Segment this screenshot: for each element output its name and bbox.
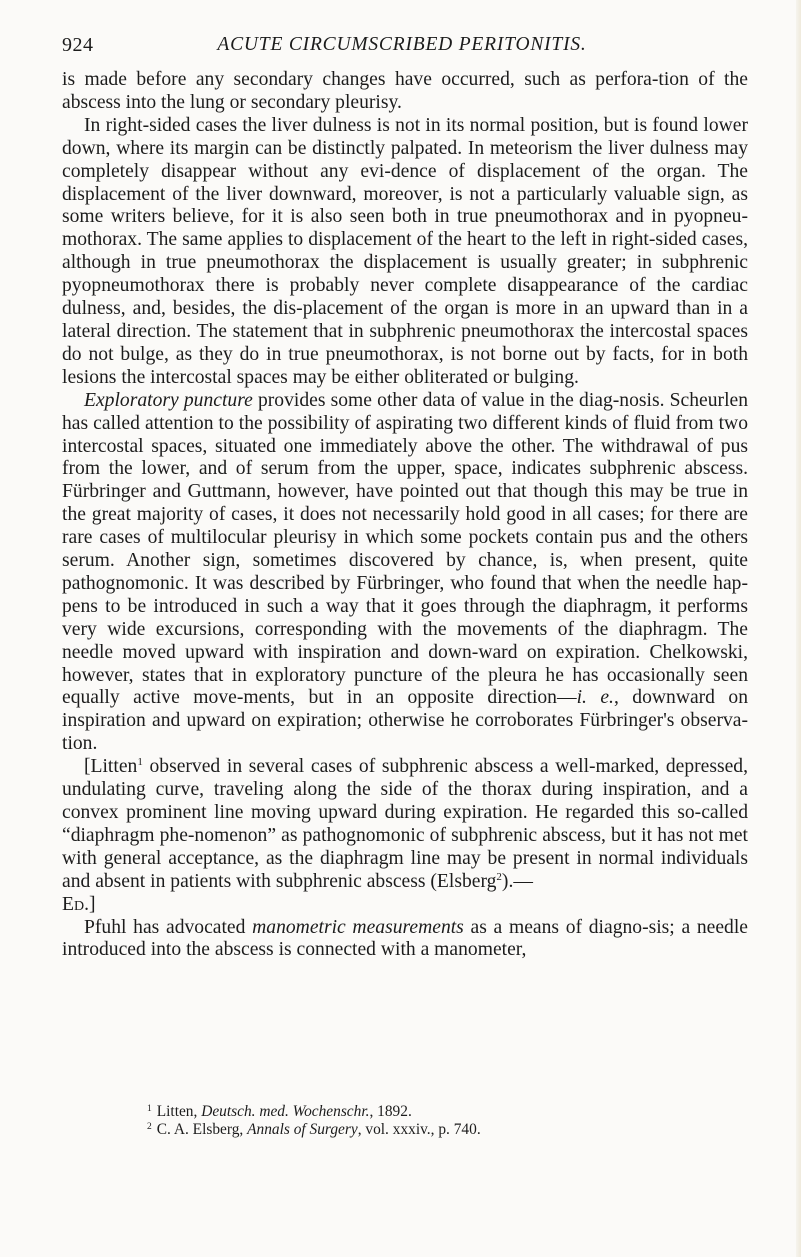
page-edge bbox=[796, 0, 801, 1257]
paragraph-pfuhl: Pfuhl has advocated manometric measurements as a means of diagno-sis; a needle introduced into the abscess is connected with a manometer, bbox=[62, 916, 748, 961]
body-text bbox=[62, 69, 748, 962]
running-header bbox=[62, 34, 742, 64]
paragraph-continuation: is made before any secondary changes have occurred, such as perfora-tion of the abscess into the lung or secondary pleurisy. bbox=[62, 69, 748, 113]
running-title: ACUTE CIRCUMSCRIBED PERITONITIS. bbox=[217, 34, 587, 55]
paragraph-exploratory-puncture: Exploratory puncture provides some other data of value in the diag-nosis. Scheurlen has called attention to the possibility of aspirating two different kinds of fluid from two intercostal spaces, situated one immediately above the other. The withdrawal of pus from the lower, and of serum from the upper, space, indicates subphrenic abscess. Fürbringer and Guttmann, however, have pointed out that though this may be true in the great majority of cases, it does not necessarily hold good in all cases; for there are rare cases of multilocular pleurisy in which some pockets contain pus and the others serum. Another sign, sometimes discovered by chance, is, when present, quite pathognomonic. It was described by Fürbringer, who found that when the needle hap-pens to be introduced in such a way that it goes through the diaphragm, it performs very wide excursions, corresponding with the movements of the diaphragm. The needle moved upward with inspiration and down-ward on expiration. Chelkowski, however, states that in exploratory puncture of the pleura he has occasionally seen equally active move-ments, but in an opposite direction—i. e., downward on inspiration and upward on expiration; otherwise he corroborates Fürbringer's observa-tion. bbox=[62, 389, 749, 755]
paragraph-liver-dulness: In right-sided cases the liver dulness is not in its normal position, but is found lower down, where its margin can be distinctly palpated. In meteorism the liver dulness may completely disappear without any evi-dence of displacement of the organ. The displacement of the liver downward, moreover, is not a particularly valuable sign, as some writers believe, for it is also seen both in true pneumothorax and in pyopneu-mothorax. The same applies to displacement of the heart to the left in right-sided cases, although in true pneumothorax the displacement is usually greater; in subphrenic pyopneumothorax there is probably never complete disappearance of the cardiac dulness, and, besides, the dis-placement of the organ is more in an upward than in a lateral direction. The statement that in subphrenic pneumothorax the intercostal spaces do not bulge, as they do in true pneumothorax, is not borne out by facts, for in both lesions the intercostal spaces may be either obliterated or bulging. bbox=[62, 114, 748, 388]
emphasis-ie: i. e. bbox=[576, 687, 614, 709]
editor-mark: Ed.] bbox=[62, 893, 96, 915]
footnote-ref-1: 1 bbox=[137, 756, 143, 769]
emphasis-manometric: manometric measurements bbox=[252, 916, 464, 938]
footnote-1: $^1$ Litten, Deutsch. med. Wochenschr., 1892. bbox=[147, 1103, 412, 1120]
page-number: 924 bbox=[62, 34, 94, 56]
footnote-ref-2: 2 bbox=[496, 870, 502, 883]
paragraph-litten: [Litten$^1$ observed in several cases of subphrenic abscess a well-marked, depressed, undulating curve, traveling along the side of the thorax during inspiration, and a convex prominent line moving upward during expiration. He regarded this so-called “diaphragm phe-nomenon” as pathognomonic of subphrenic abscess, but it has not met with general acceptance, as the diaphragm line may be present in normal individuals and absent in patients with subphrenic abscess (Elsberg$^2$).— Ed.] bbox=[62, 756, 748, 915]
footnotes bbox=[62, 1103, 748, 1139]
footnote-2: $^2$ C. A. Elsberg, Annals of Surgery, vol. xxxiv., p. 740. bbox=[147, 1121, 481, 1138]
emphasis-exploratory-puncture: Exploratory puncture bbox=[84, 389, 253, 411]
